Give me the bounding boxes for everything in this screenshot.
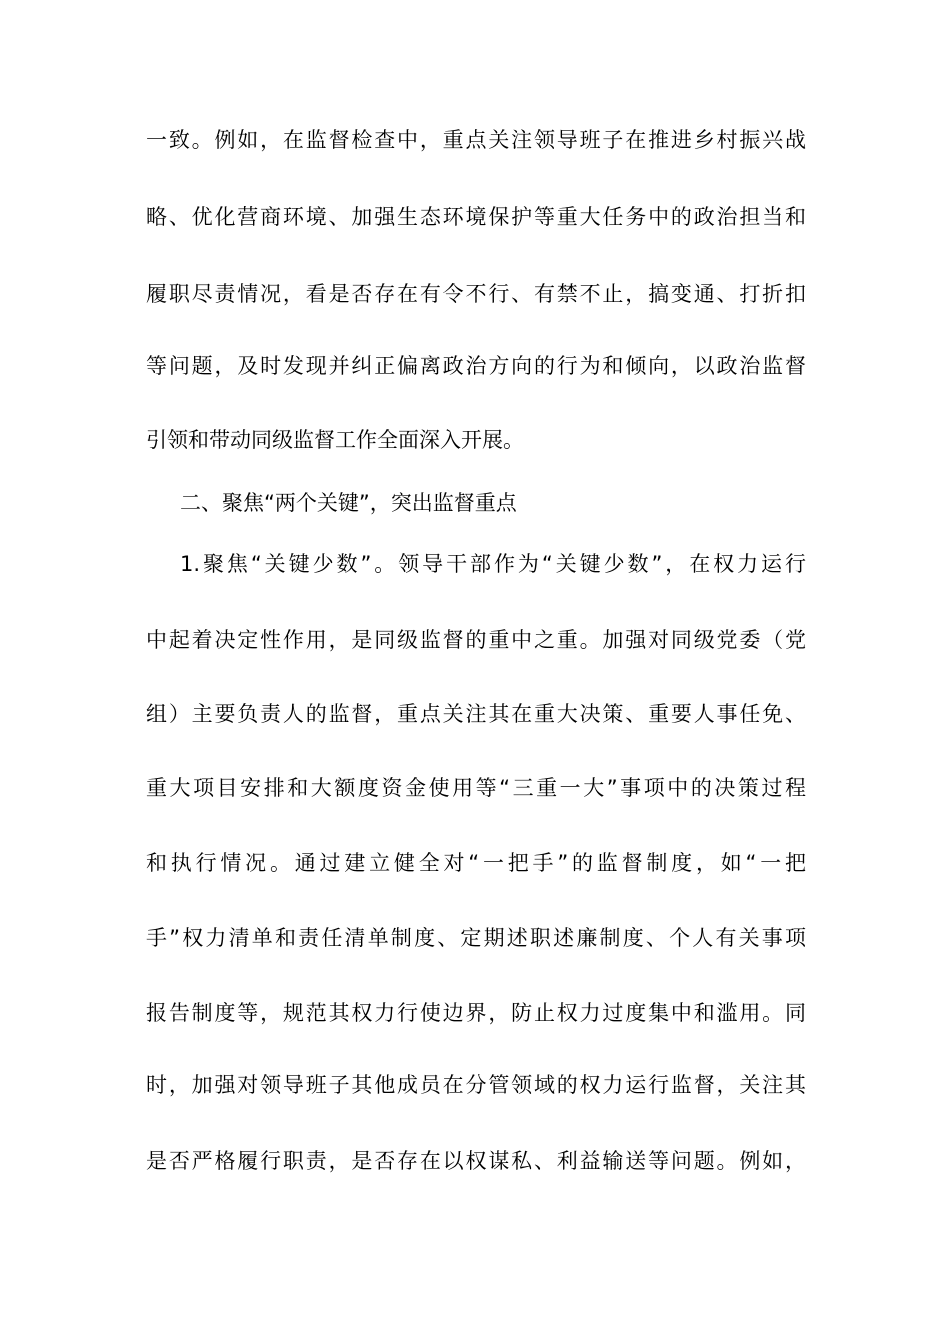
body-line: 报告制度等，规范其权力行使边界，防止权力过度集中和滥用。同 — [146, 1001, 806, 1025]
subsection-heading-line: 1.聚焦“关键少数”。领导干部作为“关键少数”，在权力运行 — [180, 552, 806, 576]
body-line: 略、优化营商环境、加强生态环境保护等重大任务中的政治担当和 — [146, 205, 806, 229]
body-line: 中起着决定性作用，是同级监督的重中之重。加强对同级党委（党 — [146, 628, 806, 652]
body-line: 引领和带动同级监督工作全面深入开展。 — [146, 428, 524, 452]
body-line: 组）主要负责人的监督，重点关注其在重大决策、重要人事任免、 — [146, 702, 806, 726]
body-line: 等问题，及时发现并纠正偏离政治方向的行为和倾向，以政治监督 — [146, 354, 806, 378]
body-line: 手”权力清单和责任清单制度、定期述职述廉制度、个人有关事项 — [146, 926, 806, 950]
body-line: 一致。例如，在监督检查中，重点关注领导班子在推进乡村振兴战 — [146, 128, 806, 152]
body-line: 和执行情况。通过建立健全对“一把手”的监督制度，如“一把 — [146, 851, 806, 875]
body-line: 重大项目安排和大额度资金使用等“三重一大”事项中的决策过程 — [146, 776, 806, 800]
section-heading: 二、聚焦“两个关键”，突出监督重点 — [180, 491, 517, 515]
body-line: 时，加强对领导班子其他成员在分管领域的权力运行监督，关注其 — [146, 1073, 806, 1097]
body-line: 是否严格履行职责，是否存在以权谋私、利益输送等问题。例如， — [146, 1149, 806, 1173]
body-line: 履职尽责情况，看是否存在有令不行、有禁不止，搞变通、打折扣 — [146, 282, 806, 306]
